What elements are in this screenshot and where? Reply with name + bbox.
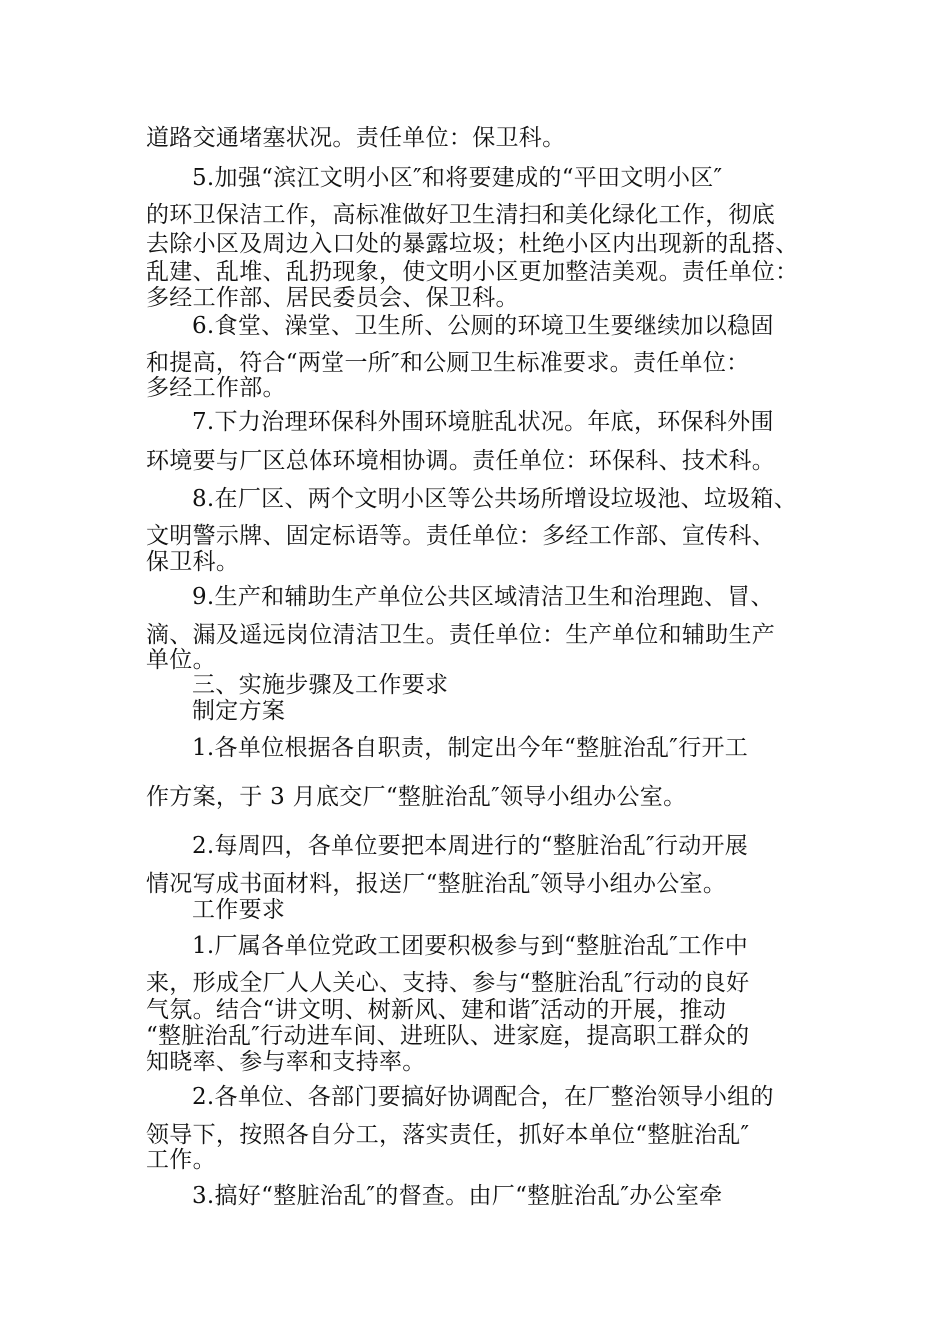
section-heading: 三、实施步骤及工作要求 — [192, 672, 449, 698]
text-line: 9.生产和辅助生产单位公共区域清洁卫生和治理跑、冒、 — [192, 584, 774, 610]
text-line: 2.每周四，各单位要把本周进行的“整脏治乱″行动开展 — [192, 833, 749, 859]
text-line: 7.下力治理环保科外围环境脏乱状况。年底，环保科外围 — [192, 409, 774, 435]
text-line: 3.搞好“整脏治乱″的督查。由厂“整脏治乱″办公室牵 — [192, 1183, 723, 1209]
text-line: 文明警示牌、固定标语等。责任单位：多经工作部、宣传科、 — [146, 523, 776, 549]
text-line: 知晓率、参与率和支持率。 — [146, 1049, 426, 1075]
text-line: 2.各单位、各部门要搞好协调配合，在厂整治领导小组的 — [192, 1084, 774, 1110]
text-line: 滴、漏及遥远岗位清洁卫生。责任单位：生产单位和辅助生产 — [146, 622, 776, 648]
text-line: 作方案，于 3 月底交厂“整脏治乱″领导小组办公室。 — [146, 784, 687, 810]
text-line: 乱建、乱堆、乱扔现象，使文明小区更加整洁美观。责任单位： — [146, 259, 799, 285]
sub-heading: 工作要求 — [192, 897, 286, 923]
text-line: 单位。 — [146, 647, 216, 673]
text-line: 的环卫保洁工作，高标准做好卫生清扫和美化绿化工作，彻底 — [146, 202, 776, 228]
text-line: 多经工作部、居民委员会、保卫科。 — [146, 285, 519, 311]
text-line: 去除小区及周边入口处的暴露垃圾；杜绝小区内出现新的乱搭、 — [146, 231, 799, 257]
text-line: 8.在厂区、两个文明小区等公共场所增设垃圾池、垃圾箱、 — [192, 486, 798, 512]
text-line: 和提高，符合“两堂一所″和公厕卫生标准要求。责任单位： — [146, 350, 750, 376]
text-line: 情况写成书面材料，报送厂“整脏治乱″领导小组办公室。 — [146, 871, 727, 897]
text-line: 保卫科。 — [146, 549, 240, 575]
text-line: 道路交通堵塞状况。责任单位：保卫科。 — [146, 125, 566, 151]
text-line: 环境要与厂区总体环境相协调。责任单位：环保科、技术科。 — [146, 448, 776, 474]
sub-heading: 制定方案 — [192, 698, 286, 724]
text-line: 工作。 — [146, 1147, 216, 1173]
text-line: 来，形成全厂人人关心、支持、参与“整脏治乱″行动的良好 — [146, 970, 750, 996]
text-line: 1.各单位根据各自职责，制定出今年“整脏治乱″行开工 — [192, 735, 749, 761]
text-line: 气氛。结合“讲文明、树新风、建和谐″活动的开展，推动 — [146, 997, 727, 1023]
text-line: 领导下，按照各自分工，落实责任，抓好本单位“整脏治乱″ — [146, 1122, 750, 1148]
text-line: “整脏治乱″行动进车间、进班队、进家庭，提高职工群众的 — [146, 1023, 750, 1049]
text-line: 多经工作部。 — [146, 375, 286, 401]
text-line: 5.加强“滨江文明小区″和将要建成的“平田文明小区″ — [192, 165, 723, 191]
text-line: 6.食堂、澡堂、卫生所、公厕的环境卫生要继续加以稳固 — [192, 313, 774, 339]
text-line: 1.厂属各单位党政工团要积极参与到“整脏治乱″工作中 — [192, 933, 749, 959]
